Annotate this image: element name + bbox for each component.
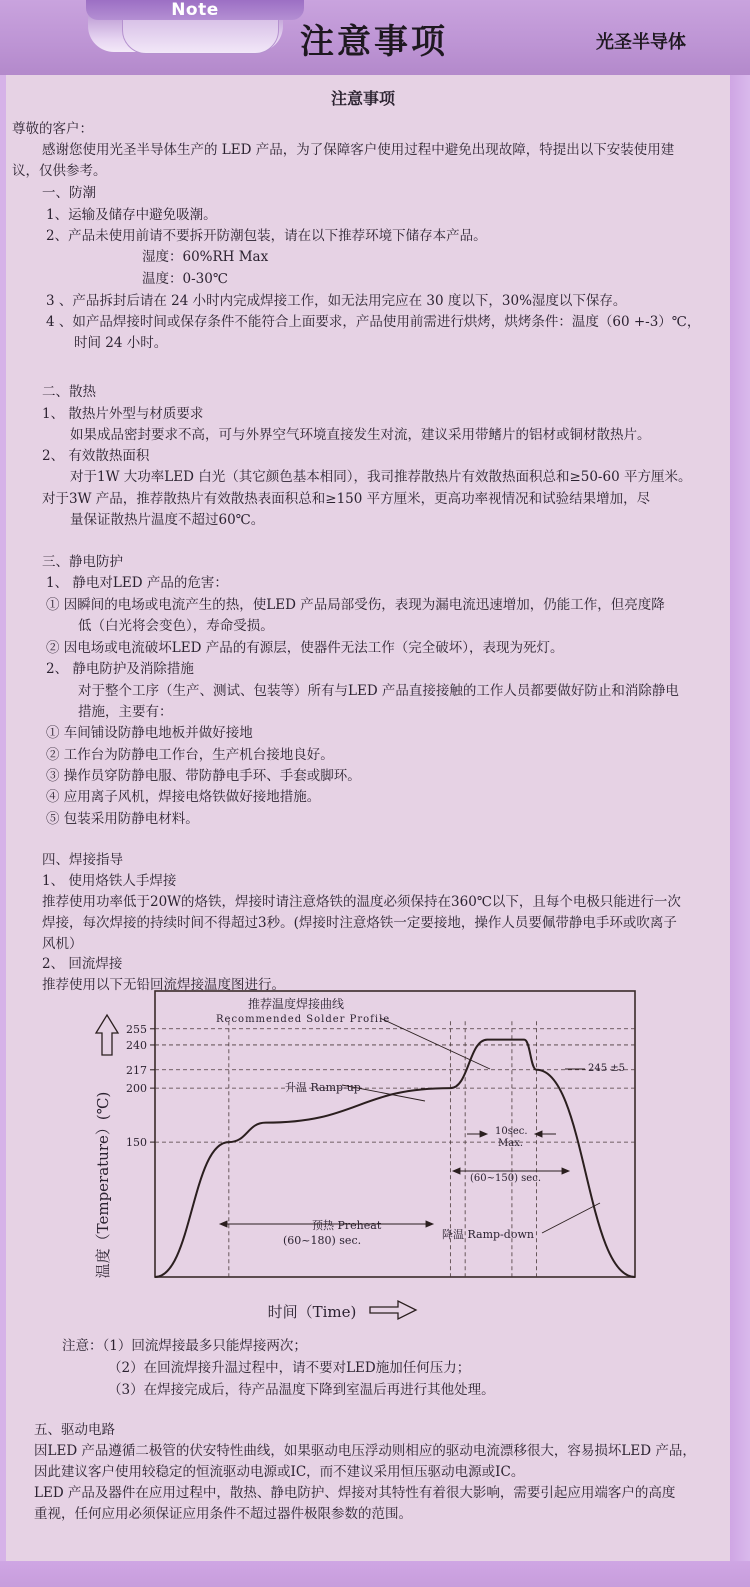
- note-tab-label: Note: [86, 0, 304, 20]
- temperature-spec: 温度：0-30℃: [142, 271, 228, 287]
- peak-duration-max-label: Max.: [498, 1138, 524, 1149]
- note-line-3: （3）在焊接完成后，待产品温度下降到室温后再进行其他处理。: [108, 1382, 495, 1398]
- esd-line-1: 1、 静电对LED 产品的危害：: [46, 575, 228, 591]
- esd-line-9: ② 工作台为防静电工作台，生产机台接地良好。: [46, 747, 334, 763]
- profile-label-leader: [380, 1018, 490, 1069]
- ramp-down-label: 降温 Ramp-down: [442, 1228, 534, 1241]
- esd-line-4: ② 因电场或电流破坏LED 产品的有源层，使器件无法工作（完全破坏），表现为死灯。: [46, 640, 564, 656]
- heat-line-5: 对于3W 产品，推荐散热片有效散热表面积总和≥150 平方厘米，更高功率视情况和试验结果增加，尽: [42, 491, 651, 507]
- esd-line-10: ③ 操作员穿防静电服、带防静电手环、手套或脚环。: [46, 768, 361, 784]
- note-line-1: 注意：（1）回流焊接最多只能焊接两次；: [62, 1338, 307, 1354]
- esd-line-5: 2、 静电防护及消除措施: [46, 661, 194, 677]
- reflow-duration-label: (60~150) sec.: [470, 1173, 542, 1184]
- y-tick-label-200: 200: [126, 1082, 147, 1096]
- driver-line-4: 重视，任何应用必须保证应用条件不超过器件极限参数的范围。: [34, 1506, 412, 1522]
- section-heading-soldering: 四、焊接指导: [42, 852, 123, 868]
- x-axis-right-arrow: [370, 1301, 416, 1319]
- peak-duration-label: 10sec.: [495, 1126, 528, 1137]
- x-axis-label: 时间（Time): [267, 1303, 357, 1321]
- header-title: 注意事项: [300, 22, 448, 62]
- y-axis-ticks: [126, 1023, 155, 1149]
- greeting: 尊敬的客户：: [12, 121, 93, 137]
- moisture-item-3: 3 、产品拆封后请在 24 小时内完成焊接工作，如无法用完应在 30 度以下，30%湿度以下保存。: [46, 293, 627, 309]
- solder-line-2: 推荐使用功率低于20W的烙铁，焊接时请注意烙铁的温度必须保持在360℃以下，且每个电极只能进行一次: [42, 894, 681, 910]
- driver-line-1: 因LED 产品遵循二极管的伏安特性曲线，如果驱动电压浮动则相应的驱动电流漂移很大，容易损坏LED 产品，: [34, 1443, 696, 1459]
- esd-line-2: ① 因瞬间的电场或电流产生的热，使LED 产品局部受伤，表现为漏电流迅速增加，仍能工作，但亮度降: [46, 597, 665, 613]
- esd-line-11: ④ 应用离子风机，焊接电烙铁做好接地措施。: [46, 789, 321, 805]
- y-tick-label-150: 150: [126, 1136, 147, 1150]
- section-heading-esd: 三、静电防护: [42, 554, 123, 570]
- profile-label-cn: 推荐温度焊接曲线: [248, 997, 345, 1011]
- moisture-item-4: 4 、如产品焊接时间或保存条件不能符合上面要求，产品使用前需进行烘烤，烘烤条件：温度（60 +-3）℃，: [46, 314, 701, 330]
- reflow-profile-chart: [80, 985, 650, 1325]
- esd-line-7: 措施，主要有：: [78, 704, 173, 720]
- solder-line-4: 风机）: [42, 936, 83, 952]
- esd-line-6: 对于整个工序（生产、测试、包装等）所有与LED 产品直接接触的工作人员都要做好防止和消除静电: [78, 683, 679, 699]
- humidity-spec: 湿度：60%RH Max: [142, 249, 269, 265]
- document-title: 注意事项: [331, 89, 396, 108]
- ramp-down-leader: [542, 1203, 600, 1233]
- esd-line-8: ① 车间铺设防静电地板并做好接地: [46, 725, 253, 741]
- section-heading-moisture: 一、防潮: [42, 185, 96, 201]
- company-name: 光圣半导体: [596, 32, 686, 53]
- heat-line-1: 1、 散热片外型与材质要求: [42, 406, 204, 422]
- bottom-border: [0, 1561, 750, 1587]
- moisture-item-4-cont: 时间 24 小时。: [74, 335, 168, 351]
- solder-line-6: 推荐使用以下无铅回流焊接温度图进行。: [42, 977, 285, 993]
- intro-line-1: 感谢您使用光圣半导体生产的 LED 产品，为了保障客户使用过程中避免出现故障，特提出以下安装使用建: [42, 142, 675, 158]
- reference-lines: [155, 1021, 635, 1277]
- esd-line-12: ⑤ 包装采用防静电材料。: [46, 811, 199, 827]
- right-border: [730, 75, 750, 1587]
- chart-frame: [155, 991, 635, 1277]
- preheat-label: 预热 Preheat: [312, 1219, 382, 1232]
- solder-profile-curve: [155, 1040, 635, 1277]
- heat-line-4: 对于1W 大功率LED 白光（其它颜色基本相同），我司推荐散热片有效散热面积总和≥50-60 平方厘米。: [70, 469, 692, 485]
- section-heading-driver: 五、驱动电路: [34, 1422, 115, 1438]
- esd-line-3: 低（白光将会变色），寿命受损。: [78, 618, 274, 634]
- heat-line-2: 如果成品密封要求不高，可与外界空气环境直接发生对流，建议采用带鳍片的铝材或铜材散热片。: [70, 427, 651, 443]
- preheat-duration-label: (60~180) sec.: [283, 1234, 362, 1247]
- y-axis-up-arrow: [96, 1015, 118, 1055]
- solder-line-3: 焊接，每次焊接的持续时间不得超过3秒。(焊接时注意烙铁一定要接地，操作人员要佩带静电手环或吹离子: [42, 915, 677, 931]
- moisture-item-2: 2、产品未使用前请不要拆开防潮包装，请在以下推荐环境下储存本产品。: [46, 228, 487, 244]
- y-tick-label-240: 240: [126, 1038, 147, 1052]
- y-tick-label-217: 217: [126, 1063, 147, 1077]
- moisture-item-1: 1、运输及储存中避免吸潮。: [46, 207, 217, 223]
- intro-line-2: 议，仅供参考。: [12, 163, 107, 179]
- section-heading-heat: 二、散热: [42, 384, 96, 400]
- y-tick-label-255: 255: [126, 1022, 147, 1036]
- profile-label-en: Recommended Solder Profile: [216, 1014, 391, 1025]
- note-line-2: （2）在回流焊接升温过程中，请不要对LED施加任何压力；: [108, 1360, 471, 1376]
- heat-line-6: 量保证散热片温度不超过60℃。: [70, 512, 265, 528]
- solder-line-5: 2、 回流焊接: [42, 956, 123, 972]
- solder-line-1: 1、 使用烙铁人手焊接: [42, 873, 177, 889]
- ramp-up-label: 升温 Ramp-up: [285, 1081, 361, 1094]
- heat-line-3: 2、 有效散热面积: [42, 448, 150, 464]
- peak-temp-label: 245 ±5: [588, 1063, 626, 1074]
- y-axis-label: 温度（Temperature）(℃): [94, 1091, 112, 1279]
- driver-line-3: LED 产品及器件在应用过程中，散热、静电防护、焊接对其特性有着很大影响，需要引起应用端客户的高度: [34, 1485, 676, 1501]
- driver-line-2: 因此建议客户使用较稳定的恒流驱动电源或IC，而不建议采用恒压驱动电源或IC。: [34, 1464, 525, 1480]
